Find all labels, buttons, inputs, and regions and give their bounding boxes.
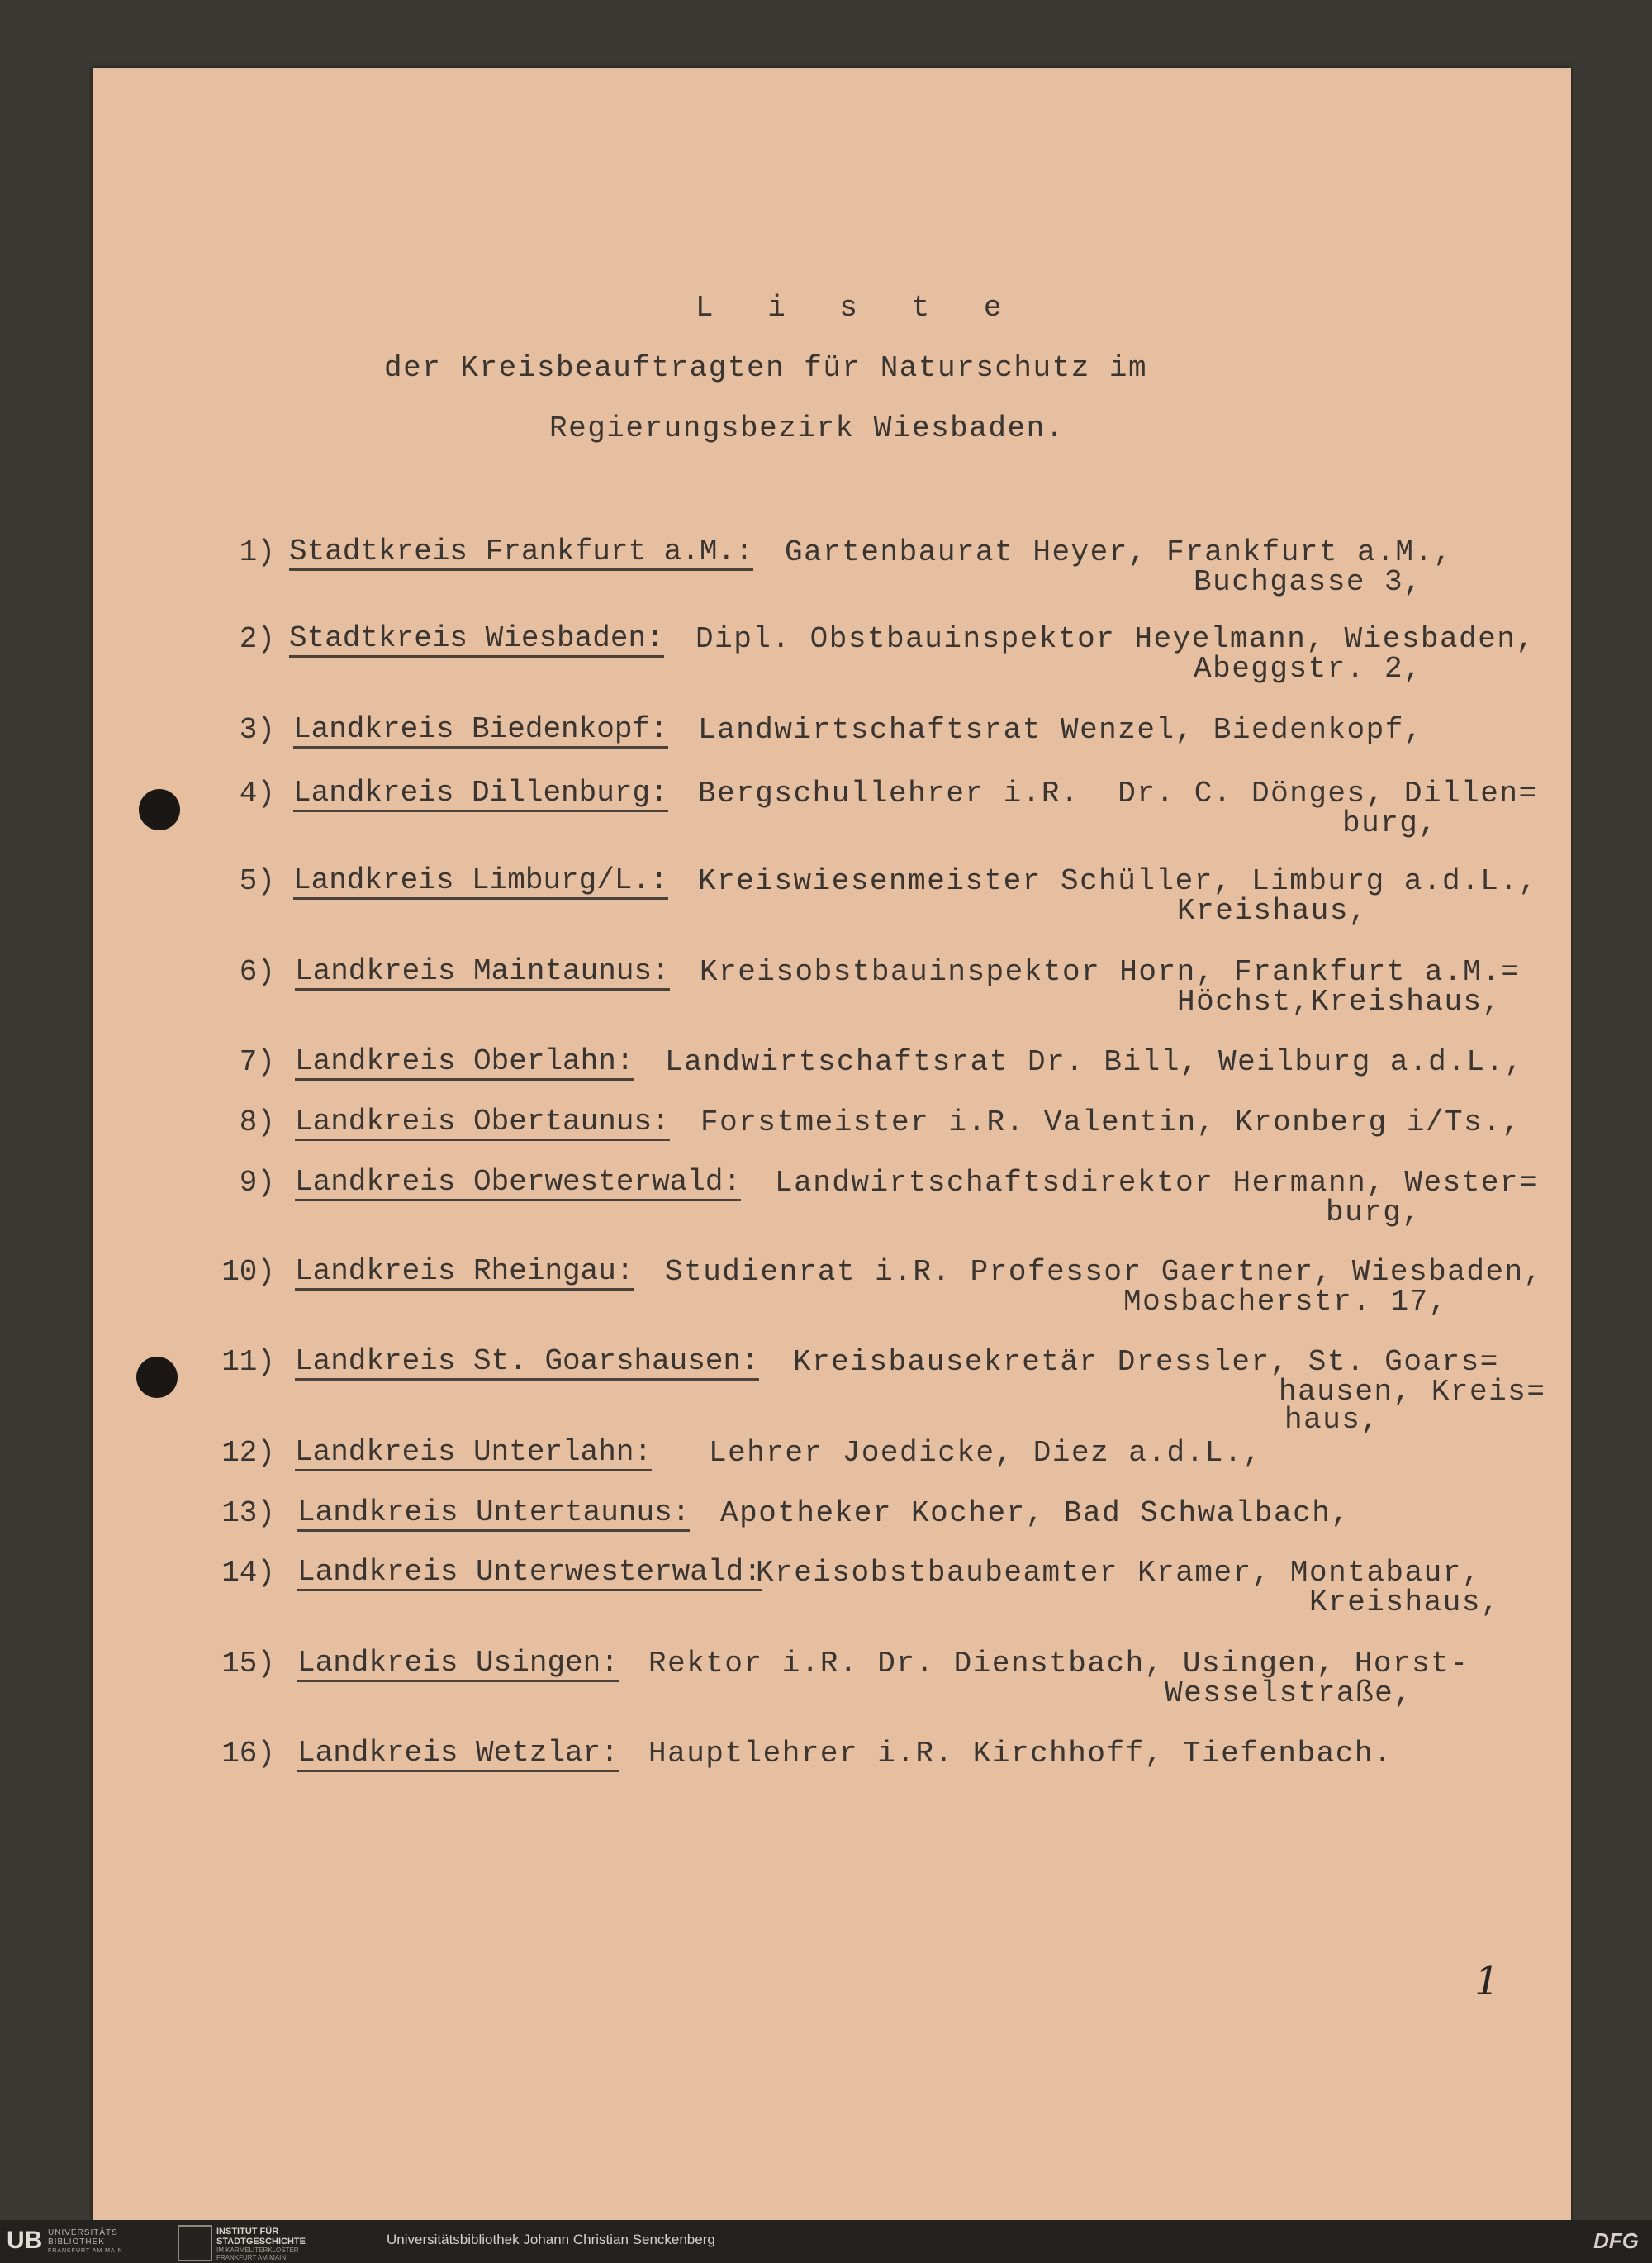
commissioner-details-continued: hausen, Kreis= [1279,1375,1546,1409]
commissioner-details: Kreiswiesenmeister Schüller, Limburg a.d.L., [698,864,1538,898]
document-subtitle-line-1: der Kreisbeauftragten für Naturschutz im [384,351,1148,385]
commissioner-details-continued: Abeggstr. 2, [1194,652,1423,686]
commissioner-details: Kreisbausekretär Dressler, St. Goars= [793,1345,1499,1379]
entry-number: 16) [221,1737,275,1771]
commissioner-details-continued: Kreishaus, [1309,1586,1501,1619]
commissioner-details: Rektor i.R. Dr. Dienstbach, Usingen, Horst- [648,1647,1469,1681]
entry-number: 13) [221,1496,275,1530]
district-name: Landkreis Usingen: [297,1647,619,1682]
district-name: Landkreis Oberwesterwald: [295,1166,741,1201]
district-name: Landkreis Maintaunus: [295,955,670,991]
commissioner-details-continued: Buchgasse 3, [1194,565,1423,599]
district-name: Landkreis Wetzlar: [297,1737,619,1772]
ub-logo-line-2: BIBLIOTHEK [48,2237,105,2246]
commissioner-details-continued: Wesselstraße, [1165,1676,1413,1710]
library-credit: Universitätsbibliothek Johann Christian Senckenberg [387,2232,715,2247]
commissioner-details: Bergschullehrer i.R. Dr. C. Dönges, Dillen= [698,777,1538,811]
district-name: Landkreis Unterlahn: [295,1436,652,1471]
institute-line-2: STADTGESCHICHTE [216,2237,306,2246]
district-name: Landkreis Dillenburg: [293,777,668,812]
district-name: Landkreis Limburg/L.: [293,864,668,900]
commissioner-details: Landwirtschaftsdirektor Hermann, Wester= [775,1166,1539,1200]
document-subtitle-line-2: Regierungsbezirk Wiesbaden. [549,411,1065,445]
entry-number: 7) [239,1045,275,1079]
commissioner-details: Studienrat i.R. Professor Gaertner, Wiesbaden, [665,1255,1543,1289]
institute-logo-subtitle [216,2246,299,2261]
commissioner-details-continued: Kreishaus, [1177,894,1369,928]
institute-line-4: FRANKFURT AM MAIN [216,2254,287,2261]
entry-number: 6) [239,955,275,989]
district-name: Landkreis Unterwesterwald: [297,1556,762,1591]
entry-number: 10) [221,1255,275,1289]
entry-number: 11) [221,1345,275,1379]
commissioner-details: Landwirtschaftsrat Wenzel, Biedenkopf, [698,713,1423,747]
commissioner-details-continued: Mosbacherstr. 17, [1123,1285,1448,1319]
district-name: Landkreis Biedenkopf: [293,713,668,749]
commissioner-details: Kreisobstbauinspektor Horn, Frankfurt a.M.= [700,955,1521,989]
entry-number: 5) [239,864,275,898]
district-name: Landkreis Rheingau: [295,1255,634,1291]
commissioner-details: Dipl. Obstbauinspektor Heyelmann, Wiesbaden, [695,622,1536,656]
district-name: Stadtkreis Wiesbaden: [289,622,664,658]
district-name: Landkreis St. Goarshausen: [295,1345,759,1381]
district-name: Landkreis Untertaunus: [297,1496,690,1532]
commissioner-details: Landwirtschaftsrat Dr. Bill, Weilburg a.d.L., [665,1045,1524,1079]
ub-logo-subtitle [48,2228,123,2256]
entry-number: 4) [239,777,275,811]
document-title: L i s t e [695,291,1020,325]
entry-number: 8) [239,1105,275,1139]
dfg-logo: DFG [1593,2228,1639,2253]
district-name: Landkreis Oberlahn: [295,1045,634,1081]
archive-footer [0,2220,1652,2263]
entry-number: 2) [239,622,275,656]
page-number-mark: 1 [1474,1958,1500,2004]
institute-line-3: IM KARMELITERKLOSTER [216,2246,299,2254]
district-name: Landkreis Obertaunus: [295,1105,670,1141]
ub-logo: UB [7,2227,43,2254]
entry-number: 15) [221,1647,275,1681]
punch-hole-upper [139,789,180,830]
institute-logo-text [216,2227,306,2246]
ub-logo-line-1: UNIVERSITÄTS [48,2228,118,2237]
commissioner-details-continued: burg, [1326,1196,1422,1229]
commissioner-details-continued: burg, [1342,806,1438,840]
commissioner-details: Apotheker Kocher, Bad Schwalbach, [720,1496,1351,1530]
entry-number: 1) [239,535,275,569]
punch-hole-lower [136,1357,178,1398]
institute-logo-icon [178,2225,212,2261]
document-page [93,68,1571,2220]
commissioner-details: Forstmeister i.R. Valentin, Kronberg i/Ts., [700,1105,1521,1139]
district-name: Stadtkreis Frankfurt a.M.: [289,535,753,571]
commissioner-details: Gartenbaurat Heyer, Frankfurt a.M., [785,535,1453,569]
entry-number: 14) [221,1556,275,1590]
commissioner-details-continued: Höchst,Kreishaus, [1177,985,1502,1019]
commissioner-details: Hauptlehrer i.R. Kirchhoff, Tiefenbach. [648,1737,1393,1771]
ub-logo-line-3: FRANKFURT AM MAIN [48,2248,123,2254]
commissioner-details-continued: haus, [1284,1403,1380,1437]
entry-number: 3) [239,713,275,747]
entry-number: 9) [239,1166,275,1200]
institute-line-1: INSTITUT FÜR [216,2227,279,2237]
entry-number: 12) [221,1436,275,1470]
commissioner-details: Kreisobstbaubeamter Kramer, Montabaur, [756,1556,1481,1590]
commissioner-details: Lehrer Joedicke, Diez a.d.L., [709,1436,1263,1470]
